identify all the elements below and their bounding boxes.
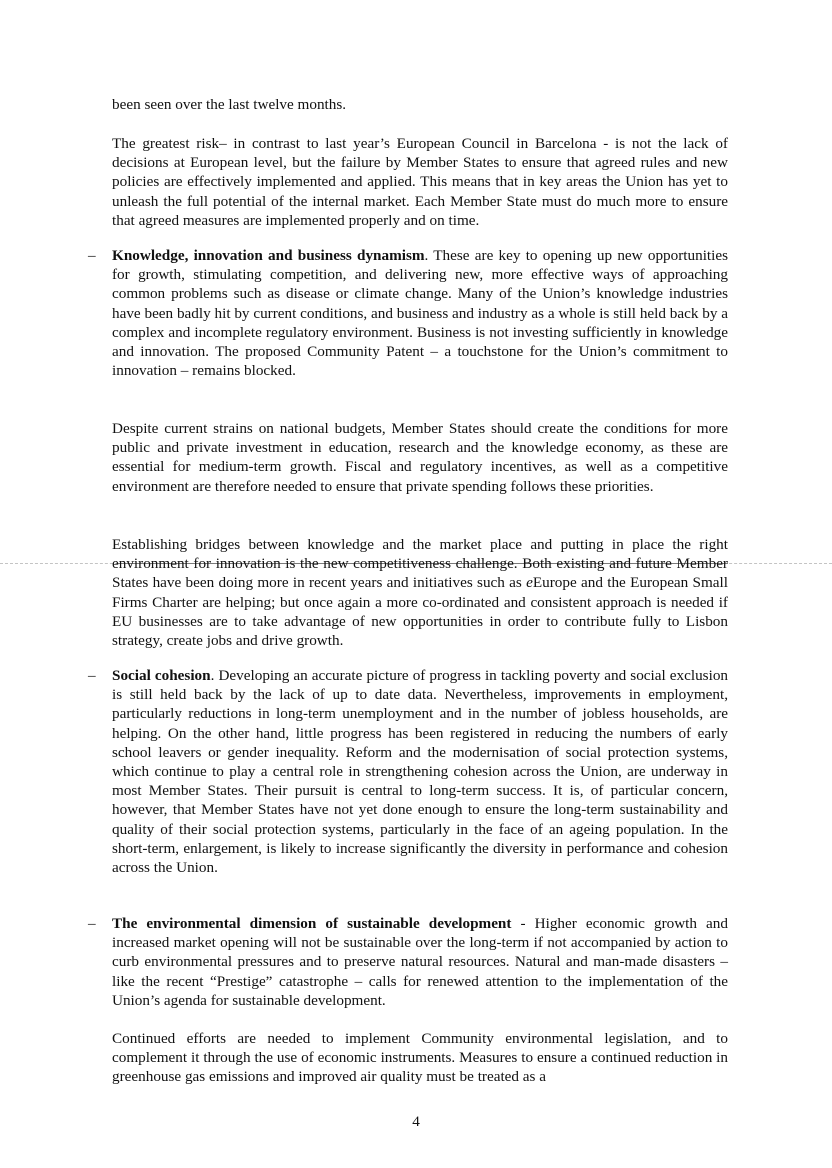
- paragraph-bridges-part1: Establishing bridges between knowledge and the market place and putting in place the right environment for innovation is the new competitiveness challenge. Both existing and future Member States have been doing more in recent years and initiatives such as: [112, 536, 728, 592]
- paragraph-social-cohesion-body: . Developing an accurate picture of progress in tackling poverty and social exclusion is still held back by the lack of up to date data. Nevertheless, improvements in employment, particularly reductions in long-term unemployment and in the number of jobless households, are helping. On the other hand, little progress has been registered in reducing the numbers of early school leavers or gender inequality. Reform and the modernisation of social protection systems, which continue to play a central role in strengthening cohesion across the Union, are underway in most Member States. Their pursuit is central to long-term success. It is, of particular concern, however, that Member States have not yet done enough to ensure the long-term sustainability and quality of their social protection systems, particularly in the face of an ageing population. In the short-term, enlargement, is likely to increase significantly the diversity in performance and cohesion across the Union.: [112, 667, 729, 877]
- paragraph-continuation: been seen over the last twelve months.: [112, 96, 347, 113]
- page-number: 4: [412, 1113, 420, 1130]
- bullet-heading-knowledge: Knowledge, innovation and business dynamism: [112, 247, 425, 264]
- paragraph-knowledge-body: . These are key to opening up new opportunities for growth, stimulating competition, and delivering new, more effective ways of approaching common problems such as disease or climate change. Many of the Union’s knowledge industries have been badly hit by current conditions, and business and industry as a whole is still held back by a complex and incomplete regulatory environment. Business is not investing sufficiently in knowledge and innovation. The proposed Community Patent – a touchstone for the Union’s commitment to innovation – remains blocked.: [112, 247, 729, 380]
- paragraph-greatest-risk: The greatest risk– in contrast to last year’s European Council in Barcelona - is not the lack of decisions at European level, but the failure by Member States to ensure that agreed rules and new policies are effectively implemented and applied. This means that in key areas the Union has yet to unleash the full potential of the internal market. Each Member State must do much more to ensure that agreed measures are implemented properly and on time.: [112, 135, 728, 229]
- paragraph-knowledge-innovation: [112, 246, 728, 380]
- paragraph-continued-efforts: Continued efforts are needed to implement Community environmental legislation, and to complement it through the use of economic instruments. Measures to ensure a continued reduction in greenhouse gas emissions and improved air quality must be treated as a: [112, 1030, 728, 1086]
- paragraph-national-budgets: Despite current strains on national budgets, Member States should create the conditions for more public and private investment in education, research and the knowledge economy, as these are essential for medium-term growth. Fiscal and regulatory incentives, as well as a competitive environment are therefore needed to ensure that private spending follows these priorities.: [112, 420, 728, 495]
- bullet-dash: –: [88, 247, 96, 264]
- bullet-heading-social-cohesion: Social cohesion: [112, 667, 211, 684]
- paragraph-environmental-dimension: [112, 914, 728, 1010]
- bullet-heading-environment: The environmental dimension of sustainable development: [112, 915, 512, 932]
- bullet-dash: –: [88, 915, 96, 932]
- eeurope-prefix: e: [526, 574, 533, 592]
- bullet-dash: –: [88, 667, 96, 684]
- paragraph-establishing-bridges: [112, 535, 728, 650]
- paragraph-social-cohesion: [112, 666, 728, 877]
- paragraph-environment-body: - Higher economic growth and increased market opening will not be sustainable over the long-term if not accompanied by action to curb environmental pressures and to preserve natural resources. Natural and man-made disasters – like the recent “Prestige” catastrophe – calls for renewed attention to the implementation of the Union’s agenda for sustainable development.: [112, 915, 728, 1009]
- paragraph-bridges-part2: Europe and the European Small Firms Charter are helping; but once again a more co-ordinated and consistent approach is needed if EU businesses are to take advantage of new opportunities in order to contribute fully to Lisbon strategy, create jobs and drive growth.: [112, 574, 728, 650]
